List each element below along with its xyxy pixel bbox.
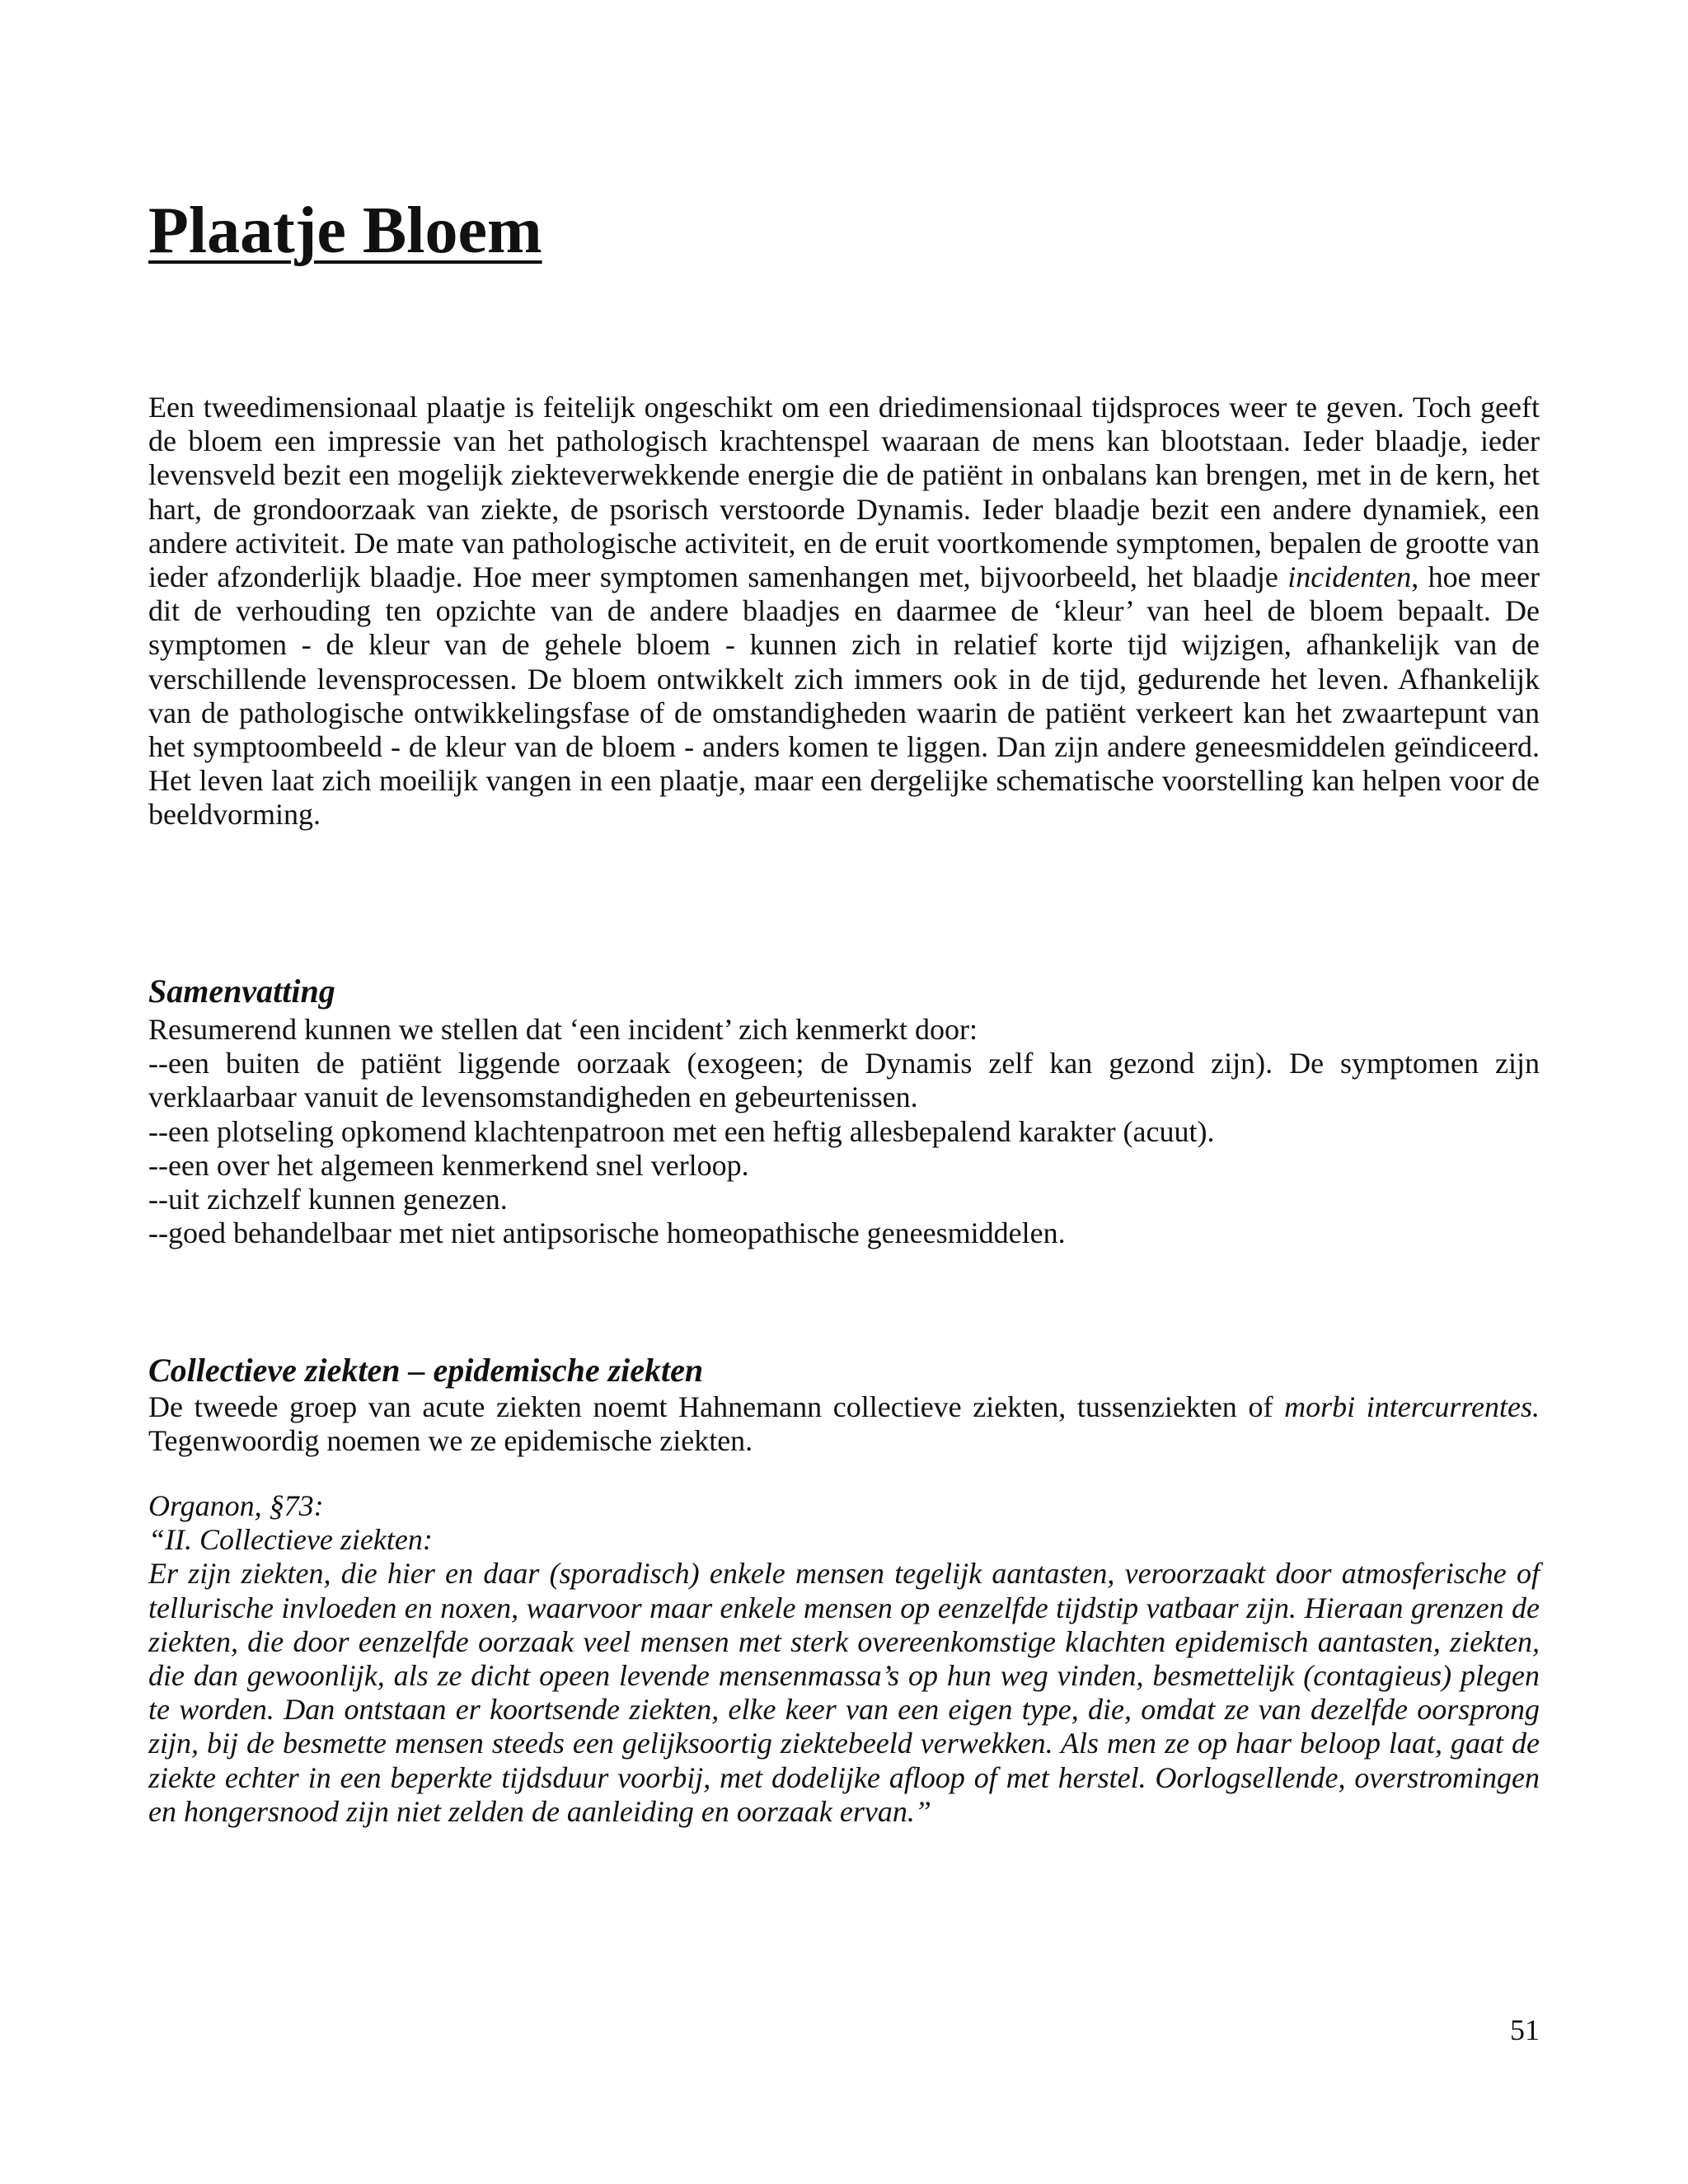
intro-text-part2: , hoe meer dit de verhouding ten opzichte van de andere blaadjes en daarmee de ‘kleur’ van heel de bloem bepaalt. De symptomen - de kleur van de gehele bloem - kunnen zich in relatief korte tijd wijzigen, afhankelijk van de verschillende levensprocessen. De bloem ontwikkelt zich immers ook in de tijd, gedurende het leven. Afhankelijk van de pathologische ontwikkelingsfase of de omstandigheden waarin de patiënt verkeert kan het zwaartepunt van het symptoombeeld - de kleur van de bloem - anders komen te liggen. Dan zijn andere geneesmiddelen geïndiceerd. Het leven laat zich moeilijk vangen in een plaatje, maar een dergelijke schematische voorstelling kan helpen voor de beeldvorming. bbox=[148, 560, 1540, 832]
collectieve-italic-term: morbi intercurrentes. bbox=[1284, 1390, 1540, 1423]
page-number: 51 bbox=[1510, 2013, 1540, 2046]
summary-list-item: --uit zichzelf kunnen genezen. bbox=[148, 1183, 508, 1216]
quote-heading: “II. Collectieve ziekten: bbox=[148, 1523, 433, 1557]
page-title: Plaatje Bloem bbox=[148, 194, 542, 267]
quote-source: Organon, §73: bbox=[148, 1489, 324, 1522]
collectieve-heading: Collectieve ziekten – epidemische ziekten bbox=[148, 1352, 704, 1389]
collectieve-text-part2: Tegenwoordig noemen we ze epidemische ziekten. bbox=[148, 1424, 753, 1458]
summary-list-item: --een buiten de patiënt liggende oorzaak (exogeen; de Dynamis zelf kan gezond zijn). De symptomen zijn verklaarbaar vanuit de levensomstandigheden en gebeurtenissen. bbox=[148, 1047, 1540, 1114]
summary-list-item: --een plotseling opkomend klachtenpatroon met een heftig allesbepalend karakter (acuut). bbox=[148, 1114, 1215, 1148]
samenvatting-heading: Samenvatting bbox=[148, 972, 335, 1010]
summary-list-item: --een over het algemeen kenmerkend snel verloop. bbox=[148, 1148, 749, 1182]
intro-paragraph bbox=[148, 391, 1540, 832]
intro-italic-term: incidenten bbox=[1287, 560, 1412, 594]
document-page bbox=[148, 0, 1540, 2184]
organon-quote bbox=[148, 1489, 1540, 1829]
samenvatting-intro: Resumerend kunnen we stellen dat ‘een incident’ zich kenmerkt door: bbox=[148, 1013, 978, 1046]
quote-text: Er zijn ziekten, die hier en daar (sporadisch) enkele mensen tegelijk aantasten, veroorzaakt door atmosferische of tellurische invloeden en noxen, waarvoor maar enkele mensen op eenzelfde tijdstip vatbaar zijn. Hieraan grenzen de ziekten, die door eenzelfde oorzaak veel mensen met sterk overeenkomstige klachten epidemisch aantasten, ziekten, die dan gewoonlijk, als ze dicht opeen levende mensenmassa’s op hun weg vinden, besmettelijk (contagieus) plegen te worden. Dan ontstaan er koortsende ziekten, elke keer van een eigen type, die, omdat ze van dezelfde oorsprong zijn, bij de besmette mensen steeds een gelijksoortig ziektebeeld verwekken. Als men ze op haar beloop laat, gaat de ziekte echter in een beperkte tijdsduur voorbij, met dodelijke afloop of met herstel. Oorlogsellende, overstromingen en hongersnood zijn niet zelden de aanleiding en oorzaak ervan.” bbox=[148, 1557, 1540, 1828]
summary-list-item: --goed behandelbaar met niet antipsorische homeopathische geneesmiddelen. bbox=[148, 1216, 1066, 1250]
intro-text-part1: Een tweedimensionaal plaatje is feitelijk ongeschikt om een driedimensionaal tijdsproces weer te geven. Toch geeft de bloem een impressie van het pathologisch krachtenspel waaraan de mens kan blootstaan. Ieder blaadje, ieder levensveld bezit een mogelijk ziekteverwekkende energie die de patiënt in onbalans kan brengen, met in de kern, het hart, de grondoorzaak van ziekte, de psorisch verstoorde Dynamis. Ieder blaadje bezit een andere dynamiek, een andere activiteit. De mate van pathologische activiteit, en de eruit voortkomende symptomen, bepalen de grootte van ieder afzonderlijk blaadje. Hoe meer symptomen samenhangen met, bijvoorbeeld, het blaadje bbox=[148, 391, 1540, 594]
samenvatting-block bbox=[148, 1013, 1540, 1250]
collectieve-text-part1: De tweede groep van acute ziekten noemt Hahnemann collectieve ziekten, tussenziekten of bbox=[148, 1390, 1285, 1423]
collectieve-paragraph bbox=[148, 1390, 1540, 1458]
